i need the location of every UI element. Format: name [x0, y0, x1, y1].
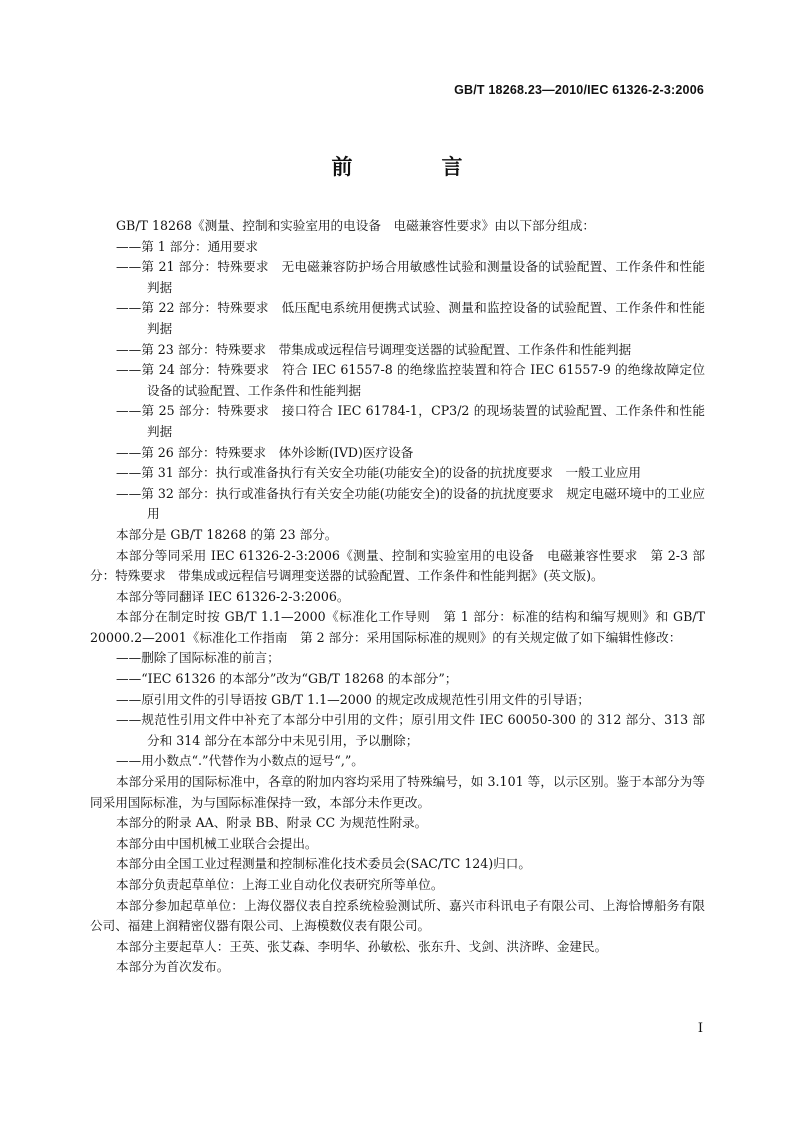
part-list-item: ——第 31 部分：执行或准备执行有关安全功能(功能安全)的设备的抗扰度要求 一般工业应用 [116, 465, 642, 481]
edit-list-item: ——原引用文件的引导语按 GB/T 1.1—2000 的规定改成规范性引用文件的引导语； [116, 691, 590, 707]
page-number: I [697, 1021, 703, 1036]
page-title: 前 言 [331, 154, 497, 179]
part-list-item: ——第 22 部分：特殊要求 低压配电系统用便携式试验、测量和监控设备的试验配置、工作条件和性能判据 [116, 300, 705, 336]
adoption-paragraph: 本部分等同采用 IEC 61326-2-3:2006《测量、控制和实验室用的电设备 电磁兼容性要求 第 2-3 部分：特殊要求 带集成或远程信号调理变送器的试验配置、工作条件和性能判据》(英文版)。 [90, 547, 705, 584]
intro-paragraph: GB/T 18268《测量、控制和实验室用的电设备 电磁兼容性要求》由以下部分组成： [116, 218, 596, 233]
part-list-item: ——第 25 部分：特殊要求 接口符合 IEC 61784-1，CP3/2 的现场装置的试验配置、工作条件和性能判据 [116, 403, 705, 439]
annex-paragraph: 本部分的附录 AA、附录 BB、附录 CC 为规范性附录。 [116, 815, 428, 831]
drafters-paragraph: 本部分主要起草人：王英、张艾森、李明华、孙敏松、张东升、戈剑、洪济晔、金建民。 [116, 938, 608, 954]
standard-code-header: GB/T 18268.23—2010/IEC 61326-2-3:2006 [454, 83, 704, 97]
part-number-paragraph: 本部分是 GB/T 18268 的第 23 部分。 [116, 526, 338, 542]
lead-drafter-paragraph: 本部分负责起草单位：上海工业自动化仪表研究所等单位。 [116, 877, 444, 892]
edit-list-item: ——规范性引用文件中补充了本部分中引用的文件；原引用文件 IEC 60050-300 的 312 部分、313 部分和 314 部分在本部分中未见引用，予以删除； [116, 712, 705, 748]
part-list-item: ——第 24 部分：特殊要求 符合 IEC 61557-8 的绝缘监控装置和符合 IEC 61557-9 的绝缘故障定位设备的试验配置、工作条件和性能判据 [116, 362, 705, 398]
numbering-paragraph: 本部分采用的国际标准中，各章的附加内容均采用了特殊编号，如 3.101 等，以示区别。鉴于本部分为等同采用国际标准，为与国际标准保持一致，本部分未作更改。 [90, 774, 705, 810]
proposer-paragraph: 本部分由中国机械工业联合会提出。 [116, 835, 318, 851]
committee-paragraph: 本部分由全国工业过程测量和控制标准化技术委员会(SAC/TC 124)归口。 [116, 856, 531, 872]
part-list-item: ——第 23 部分：特殊要求 带集成或远程信号调理变送器的试验配置、工作条件和性能判据 [116, 341, 632, 357]
editorial-changes-paragraph: 本部分在制定时按 GB/T 1.1—2000《标准化工作导则 第 1 部分：标准的结构和编写规则》和 GB/T 20000.2—2001《标准化工作指南 第 2 部分：采用国际标准的规则》的有关规定做了如下编辑性修改： [90, 609, 705, 645]
part-list-item: ——第 1 部分：通用要求 [116, 238, 258, 254]
document-body [90, 216, 705, 978]
part-list-item: ——第 32 部分：执行或准备执行有关安全功能(功能安全)的设备的抗扰度要求 规定电磁环境中的工业应用 [116, 485, 705, 522]
part-list-item: ——第 26 部分：特殊要求 体外诊断(IVD)医疗设备 [116, 444, 414, 460]
part-list-item: ——第 21 部分：特殊要求 无电磁兼容防护场合用敏感性试验和测量设备的试验配置、工作条件和性能判据 [116, 259, 705, 295]
edit-list-item: ——“IEC 61326 的本部分”改为“GB/T 18268 的本部分”； [116, 671, 458, 687]
edit-list-item: ——用小数点“.”代替作为小数点的逗号“,”。 [116, 753, 364, 769]
participants-paragraph: 本部分参加起草单位：上海仪器仪表自控系统检验测试所、嘉兴市科讯电子有限公司、上海恰博船务有限公司、福建上润精密仪器有限公司、上海模数仪表有限公司。 [90, 897, 705, 934]
edit-list-item: ——删除了国际标准的前言； [116, 650, 280, 666]
translation-paragraph: 本部分等同翻译 IEC 61326-2-3:2006。 [116, 588, 350, 604]
first-release-paragraph: 本部分为首次发布。 [116, 959, 230, 975]
